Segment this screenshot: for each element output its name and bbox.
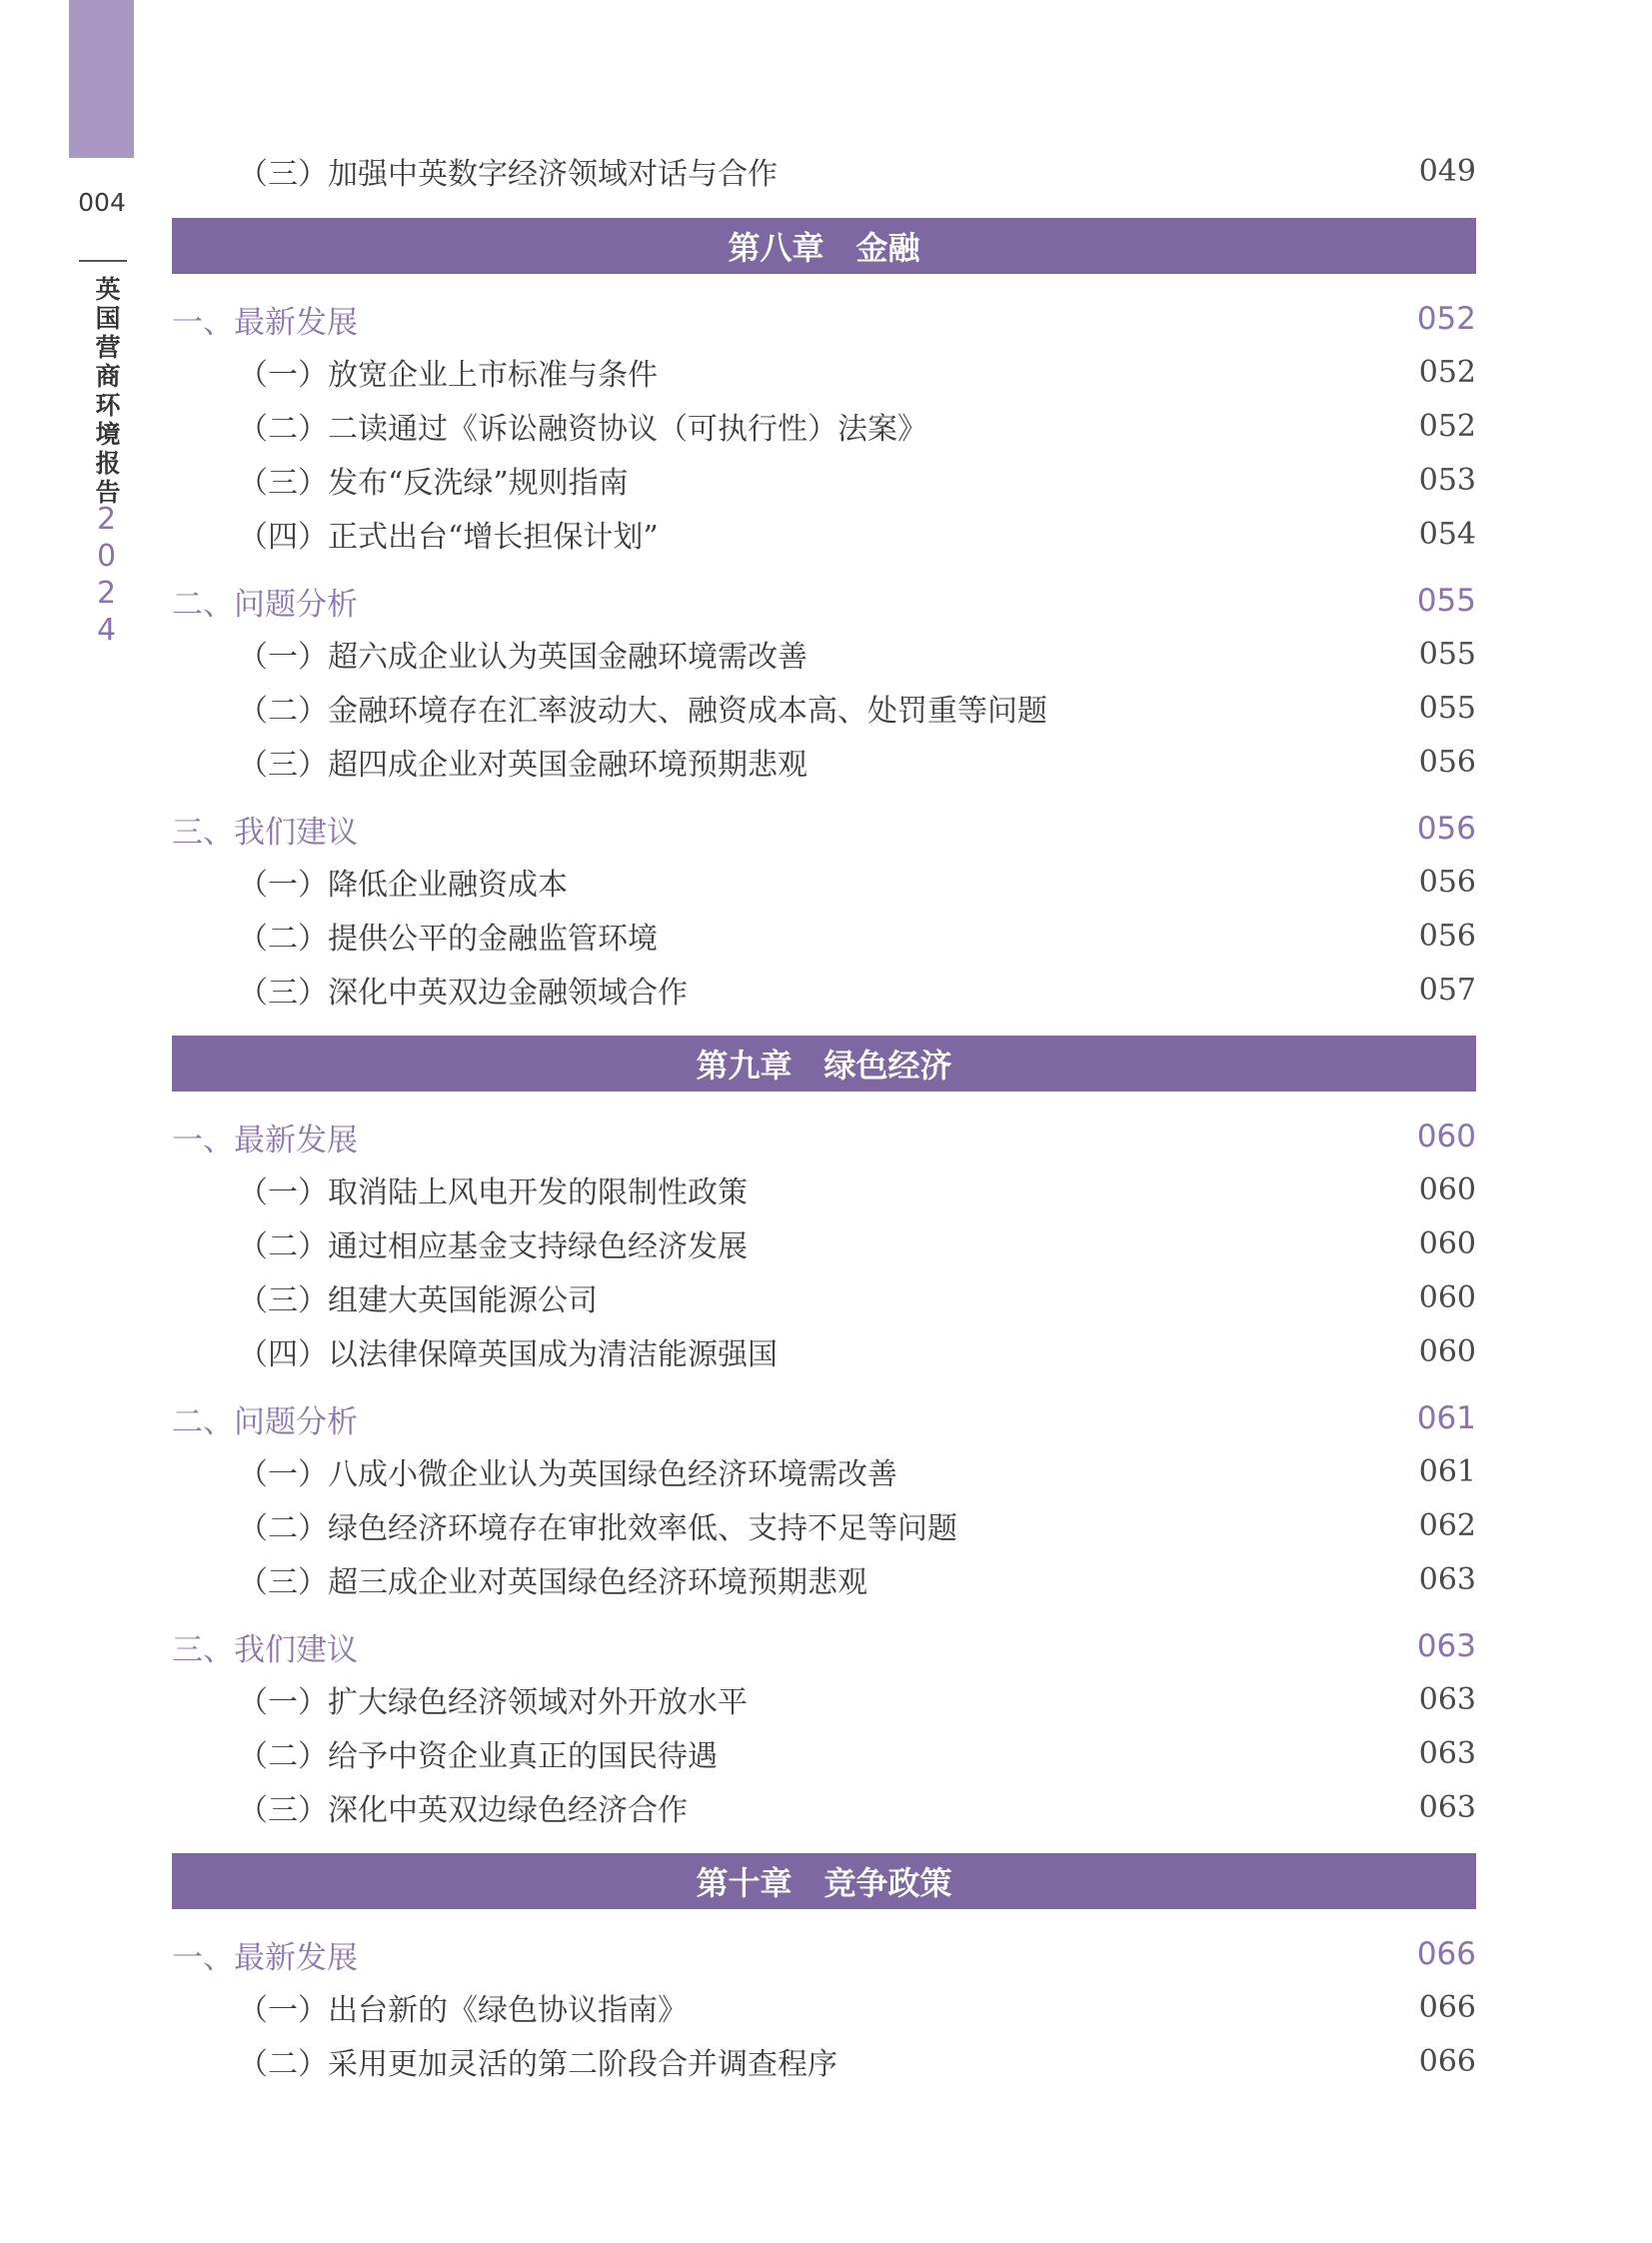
toc-entry-label: （三）超四成企业对英国金融环境预期悲观 — [238, 748, 808, 783]
toc-entry-label: （二）金融环境存在汇率波动大、融资成本高、处罚重等问题 — [238, 694, 1047, 729]
toc-section-page: 063 — [1416, 1628, 1476, 1664]
toc-entry-page: 066 — [1418, 2043, 1476, 2079]
toc-entry-page: 056 — [1418, 744, 1476, 780]
toc-entry[interactable] — [172, 399, 1476, 453]
toc-entry[interactable] — [172, 681, 1476, 735]
toc-section-label: 三、我们建议 — [172, 814, 358, 851]
toc-entry[interactable] — [172, 1672, 1476, 1726]
side-report-year: 2024 — [89, 502, 124, 650]
chapter-header[interactable] — [172, 218, 1476, 274]
toc-entry-page: 049 — [1418, 153, 1476, 189]
toc-entry-page: 060 — [1418, 1279, 1476, 1315]
toc-entry-page: 060 — [1418, 1333, 1476, 1369]
toc-section[interactable] — [172, 574, 1476, 628]
toc-entry-label: （二）采用更加灵活的第二阶段合并调查程序 — [238, 2047, 837, 2082]
toc-entry-page: 066 — [1418, 1989, 1476, 2025]
page-number: 004 — [78, 188, 126, 217]
toc-entry-page: 062 — [1418, 1507, 1476, 1543]
toc-entry[interactable] — [172, 345, 1476, 399]
toc-section[interactable] — [172, 802, 1476, 856]
toc-entry-label: （一）扩大绿色经济领域对外开放水平 — [238, 1685, 748, 1720]
side-divider — [79, 260, 127, 262]
toc-entry-label: （三）超三成企业对英国绿色经济环境预期悲观 — [238, 1565, 867, 1600]
toc-entry-label: （二）提供公平的金融监管环境 — [238, 922, 658, 957]
chapter-title: 第十章 竞争政策 — [696, 1864, 952, 1902]
toc-section-label: 一、最新发展 — [172, 304, 358, 341]
toc-entry[interactable] — [172, 963, 1476, 1017]
toc-entry[interactable] — [172, 453, 1476, 507]
toc-entry[interactable] — [172, 2034, 1476, 2088]
toc-entry-label: （一）放宽企业上市标准与条件 — [238, 358, 658, 393]
toc-entry-page: 055 — [1418, 636, 1476, 672]
toc-entry-page: 060 — [1418, 1171, 1476, 1207]
toc-section-label: 二、问题分析 — [172, 586, 358, 623]
toc-entry-label: （三）深化中英双边绿色经济合作 — [238, 1793, 688, 1828]
toc-entry[interactable] — [172, 144, 1476, 198]
toc-section[interactable] — [172, 292, 1476, 346]
toc-section-page: 066 — [1416, 1936, 1476, 1972]
toc-entry[interactable] — [172, 1552, 1476, 1606]
chapter-header[interactable] — [172, 1036, 1476, 1092]
toc-entry-page: 063 — [1418, 1561, 1476, 1597]
toc-section-label: 二、问题分析 — [172, 1403, 358, 1440]
toc-entry[interactable] — [172, 1216, 1476, 1270]
toc-entry-page: 056 — [1418, 864, 1476, 900]
toc-entry-page: 063 — [1418, 1735, 1476, 1771]
toc-entry-page: 052 — [1418, 408, 1476, 444]
toc-entry-label: （二）二读通过《诉讼融资协议（可执行性）法案》 — [238, 412, 927, 447]
side-report-title: 英国营商环境报告 — [92, 276, 121, 508]
toc-entry-page: 057 — [1418, 972, 1476, 1008]
toc-entry[interactable] — [172, 735, 1476, 789]
toc-entry[interactable] — [172, 1498, 1476, 1552]
toc-section[interactable] — [172, 1619, 1476, 1673]
toc-section-label: 一、最新发展 — [172, 1122, 358, 1158]
toc-entry-page: 052 — [1418, 354, 1476, 390]
toc-section-page: 052 — [1416, 301, 1476, 337]
toc-entry-page: 061 — [1418, 1453, 1476, 1489]
toc-entry-label: （一）出台新的《绿色协议指南》 — [238, 1993, 688, 2028]
toc-entry[interactable] — [172, 627, 1476, 681]
toc-entry[interactable] — [172, 1444, 1476, 1498]
toc-entry[interactable] — [172, 1980, 1476, 2034]
toc-entry-label: （三）发布“反洗绿”规则指南 — [238, 466, 629, 501]
toc-entry-page: 063 — [1418, 1789, 1476, 1825]
toc-entry[interactable] — [172, 507, 1476, 561]
toc-entry[interactable] — [172, 1324, 1476, 1378]
toc-entry-label: （三）组建大英国能源公司 — [238, 1283, 598, 1318]
toc-entry-label: （二）通过相应基金支持绿色经济发展 — [238, 1229, 748, 1264]
toc-entry-label: （四）以法律保障英国成为清洁能源强国 — [238, 1337, 778, 1372]
toc-section-label: 三、我们建议 — [172, 1631, 358, 1668]
toc-entry[interactable] — [172, 1726, 1476, 1780]
toc-section-label: 一、最新发展 — [172, 1939, 358, 1976]
toc-section-page: 060 — [1416, 1119, 1476, 1154]
toc-entry-label: （一）超六成企业认为英国金融环境需改善 — [238, 640, 808, 675]
toc-entry-label: （二）绿色经济环境存在审批效率低、支持不足等问题 — [238, 1511, 957, 1546]
toc-entry[interactable] — [172, 1162, 1476, 1216]
chapter-title: 第八章 金融 — [728, 229, 920, 267]
chapter-title: 第九章 绿色经济 — [696, 1047, 952, 1085]
toc-entry-page: 054 — [1418, 516, 1476, 552]
toc-entry-page: 055 — [1418, 690, 1476, 726]
toc-entry[interactable] — [172, 909, 1476, 963]
toc-entry-label: （一）取消陆上风电开发的限制性政策 — [238, 1175, 748, 1210]
toc-entry-page: 053 — [1418, 462, 1476, 498]
toc-entry-label: （三）加强中英数字经济领域对话与合作 — [238, 157, 778, 192]
toc-section[interactable] — [172, 1927, 1476, 1981]
toc-entry-label: （三）深化中英双边金融领域合作 — [238, 976, 688, 1011]
toc-entry-label: （一）降低企业融资成本 — [238, 868, 568, 903]
toc-entry-page: 060 — [1418, 1225, 1476, 1261]
toc-entry[interactable] — [172, 1270, 1476, 1324]
toc-entry[interactable] — [172, 855, 1476, 909]
toc-entry-label: （一）八成小微企业认为英国绿色经济环境需改善 — [238, 1457, 897, 1492]
toc-section[interactable] — [172, 1391, 1476, 1445]
toc-section[interactable] — [172, 1110, 1476, 1163]
side-color-tab — [69, 0, 134, 158]
toc-section-page: 055 — [1416, 583, 1476, 619]
toc-section-page: 061 — [1416, 1400, 1476, 1436]
toc-entry-page: 056 — [1418, 918, 1476, 954]
toc-entry-page: 063 — [1418, 1681, 1476, 1717]
chapter-header[interactable] — [172, 1853, 1476, 1909]
toc-entry-label: （四）正式出台“增长担保计划” — [238, 520, 659, 555]
toc-entry-label: （二）给予中资企业真正的国民待遇 — [238, 1739, 718, 1774]
toc-entry[interactable] — [172, 1780, 1476, 1834]
toc-section-page: 056 — [1416, 811, 1476, 847]
